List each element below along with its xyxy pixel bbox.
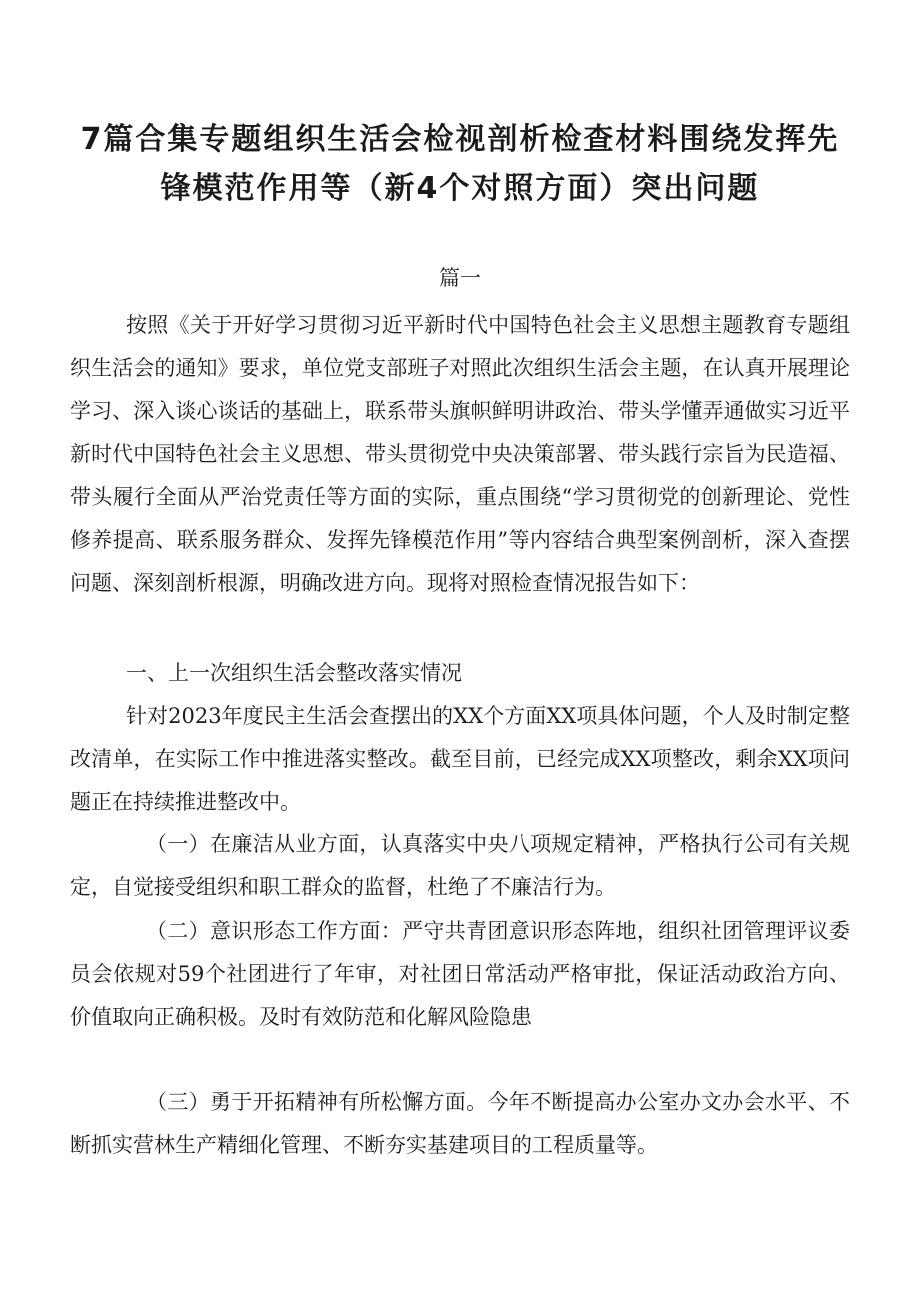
paragraph-rectification: 针对2023年度民主生活会查摆出的XX个方面XX项具体问题，个人及时制定整改清单，在实际工作中推进落实整改。截至目前，已经完成XX项整改，剩余XX项问题正在持续推进整改中。 (70, 704, 850, 814)
paragraph-heading-1: 一、上一次组织生活会整改落实情况 (126, 661, 462, 685)
section-label: 篇一 (439, 266, 481, 290)
paragraph-item-1: （一）在廉洁从业方面，认真落实中央八项规定精神，严格执行公司有关规定，自觉接受组织和职工群众的监督，杜绝了不廉洁行为。 (70, 832, 850, 899)
document-title-line-2: 锋模范作用等（新4个对照方面）突出问题 (160, 171, 760, 206)
paragraph-item-3: （三）勇于开拓精神有所松懈方面。今年不断提高办公室办文办会水平、不断抓实营林生产精细化管理、不断夯实基建项目的工程质量等。 (70, 1090, 850, 1157)
paragraph-item-2: （二）意识形态工作方面：严守共青团意识形态阵地，组织社团管理评议委员会依规对59个社团进行了年审，对社团日常活动严格审批，保证活动政治方向、价值取向正确积极。及时有效防范和化解风险隐患 (70, 919, 850, 1029)
document-title-line-1: 7篇合集专题组织生活会检视剖析检查材料围绕发挥先 (80, 122, 840, 157)
paragraph-intro: 按照《关于开好学习贯彻习近平新时代中国特色社会主义思想主题教育专题组织生活会的通知》要求，单位党支部班子对照此次组织生活会主题，在认真开展理论学习、深入谈心谈话的基础上，联系带头旗帜鲜明讲政治、带头学懂弄通做实习近平新时代中国特色社会主义思想、带头贯彻党中央决策部署、带头践行宗旨为民造福、带头履行全面从严治党责任等方面的实际，重点围绕“学习贯彻党的创新理论、党性修养提高、联系服务群众、发挥先锋模范作用”等内容结合典型案例剖析，深入查摆问题、深刻剖析根源，明确改进方向。现将对照检查情况报告如下： (70, 313, 850, 595)
